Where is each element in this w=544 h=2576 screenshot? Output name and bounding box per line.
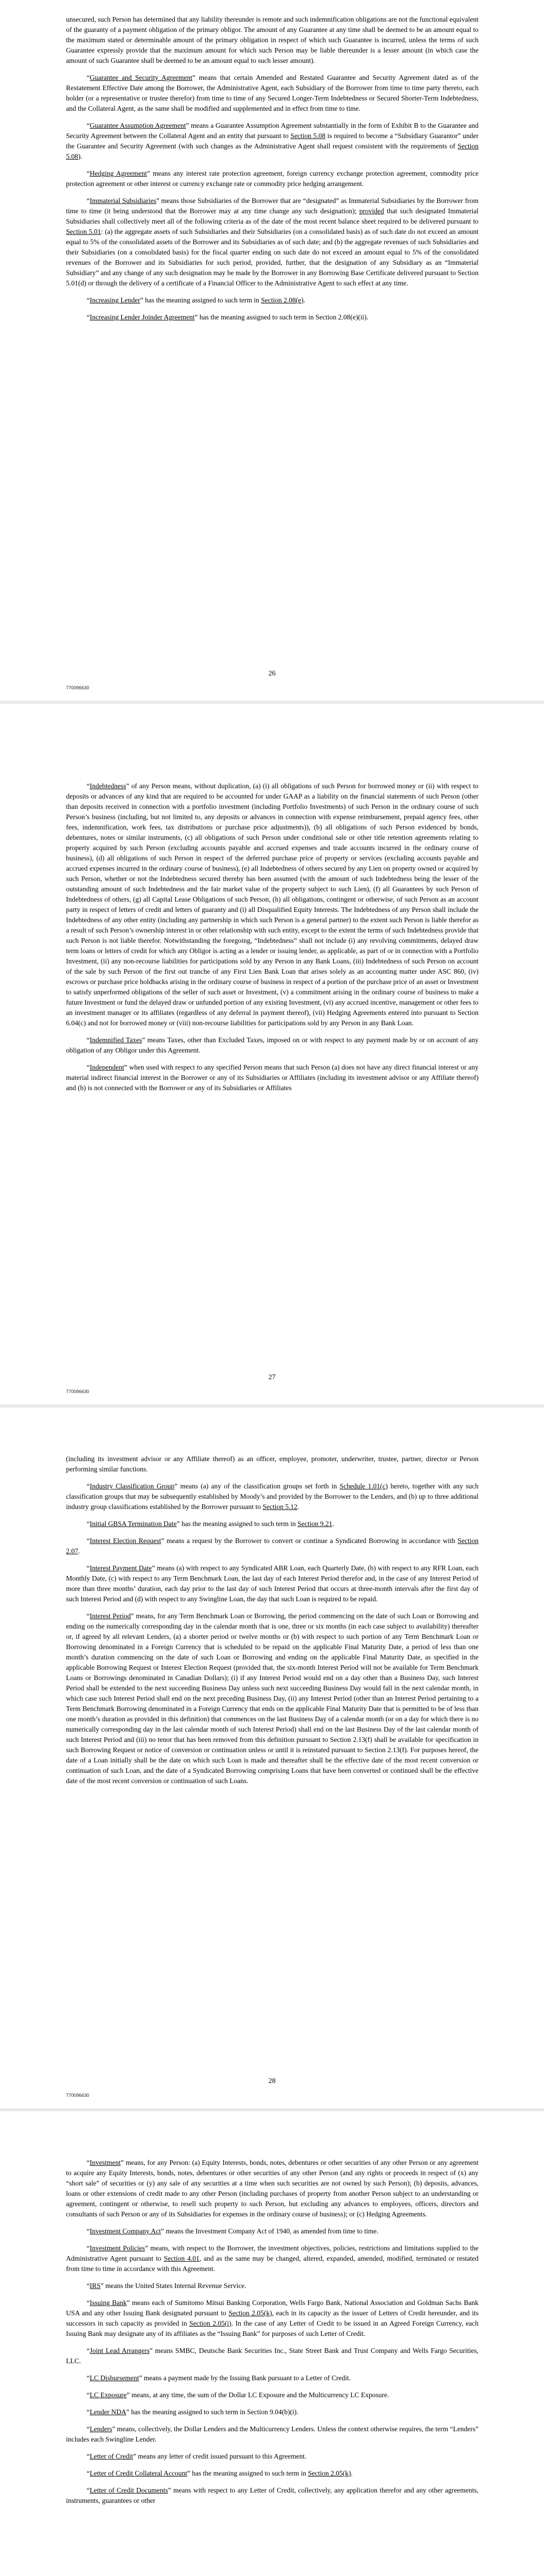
text-run: . In the case of any Letter of Credit to be issued in an Agreed Foreign Currency, each Issuing Bank may designate any of its affiliates as the “Issuing Bank” for purposes of such Letter of Credit. (66, 2319, 479, 2337)
paragraph (66, 2298, 479, 2339)
text-run: : (a) the aggregate assets of such Subsidiaries and their Subsidiaries (on a consolidated basis) as of such date do not exceed an amount equal to 5% of the consolidated assets of the Borrower and its Subsidiaries as of such date; and (b) the aggregate revenues of such Subsidiaries and their Subsidiaries (on a consolidated basis) for the fiscal quarter ending on such date do not exceed an amount equal to 5% of the consolidated revenues of the Borrower and its Subsidiaries for such period, provided, further, that the designation of any Subsidiary as an “Immaterial Subsidiary” and any change of any such designation may be made by the Borrower in any Borrowing Base Certificate delivered pursuant to Section 5.01(d) or through the delivery of a certificate of a Financial Officer to the Administrative Agent to such effect at any time. (66, 228, 479, 287)
defined-term: Investment (90, 2159, 121, 2166)
defined-term: Lenders (90, 2425, 112, 2433)
text-run: ” has the meaning assigned to such term in Section 9.04(b)(i). (126, 2408, 299, 2416)
text-run: ” means a request by the Borrower to convert or continue a Syndicated Borrowing in accordance with (161, 1537, 458, 1545)
text-run: , each in its capacity as the issuer of Letters of Credit hereunder, and its successors in such capacity as provided in (66, 2309, 479, 2327)
text-run: ” means, at any time, the sum of the Dollar LC Exposure and the Multicurrency LC Exposure. (126, 2391, 389, 2399)
defined-term: Section 5.08 (66, 142, 479, 160)
paragraph (66, 2373, 479, 2383)
text-run: ” means, collectively, the Dollar Lenders and the Multicurrency Lenders. Unless the context otherwise requires, the term “Lenders” includes each Swingline Lender. (66, 2425, 479, 2443)
defined-term: Increasing Lender (90, 296, 140, 304)
paragraph (66, 295, 479, 306)
text-run: “ (87, 1036, 90, 1044)
defined-term: Section 9.21 (298, 1520, 333, 1528)
text-run: “ (87, 313, 90, 321)
defined-term: Section 5.01 (66, 228, 101, 235)
page-text (66, 1454, 479, 1793)
text-run: ” means (a) any of the classification groups set forth in (174, 1482, 340, 1490)
page-text (66, 781, 479, 1100)
defined-term: Joint Lead Arrangers (90, 2347, 150, 2354)
defined-term: Letter of Credit Collateral Account (90, 2469, 187, 2477)
text-run: “ (87, 2452, 90, 2460)
text-run: “ (87, 2227, 90, 2235)
text-run: ” has the meaning assigned to such term in (187, 2469, 308, 2477)
text-run: “ (87, 170, 90, 177)
defined-term: Section 4.01 (163, 2255, 200, 2262)
text-run: . (351, 2469, 353, 2477)
defined-term: Immaterial Subsidiaries (90, 197, 156, 205)
defined-term: Section 2.05(i) (189, 2319, 232, 2327)
paragraph (66, 1563, 479, 1604)
text-run: “ (87, 2244, 90, 2252)
text-run: “ (87, 296, 90, 304)
text-run: “ (87, 2391, 90, 2399)
text-run: ” means a payment made by the Issuing Bank pursuant to a Letter of Credit. (139, 2374, 351, 2382)
defined-term: Lender NDA (90, 2408, 126, 2416)
defined-term: Section 2.05(k) (308, 2469, 351, 2477)
text-run: “ (87, 2159, 90, 2166)
document-id: 770096630 (66, 685, 90, 690)
document-id: 770096630 (66, 2093, 90, 2098)
page-number: 27 (268, 1374, 276, 1381)
defined-term: Section 2.07 (66, 1537, 479, 1555)
text-run: ” when used with respect to any specified Person means that such Person (a) does not have any direct financial interest or any material indirect financial interest in the Borrower or any of its Subsidiaries or Affiliates (including its investment advisor or any Affiliate thereof) and (b) is not connected with the Borrower or any of its Subsidiaries or Affiliates (66, 1063, 479, 1092)
text-run: ” has the meaning assigned to such term in Section 2.08(e)(ii). (194, 313, 369, 321)
paragraph (66, 2243, 479, 2274)
defined-term: provided (359, 207, 384, 215)
document-page-29 (0, 2111, 544, 2576)
text-run: “ (87, 2374, 90, 2382)
defined-term: LC Disbursement (90, 2374, 139, 2382)
defined-term: Letter of Credit Documents (90, 2486, 168, 2494)
text-run: “ (87, 122, 90, 129)
defined-term: Investment Company Act (90, 2227, 161, 2235)
defined-term: Investment Policies (90, 2244, 145, 2252)
text-run: hereto, together with any such classification groups that may be subsequently established by Moody’s and provided by the Borrower to the Lenders, and (b) up to three additional industry group classifications established by the Borrower pursuant to (66, 1482, 479, 1511)
page-text (66, 2158, 479, 2513)
document-page-28 (0, 1408, 544, 2108)
defined-term: Industry Classification Group (90, 1482, 175, 1490)
text-run: unsecured, such Person has determined that any liability thereunder is remote and such indemnification obligations are not the functional equivalent of the guaranty of a payment obligation of the primary obligor. The amount of any Guarantee at any time shall be deemed to be an amount equal to the maximum stated or determinable amount of the primary obligation in respect of which such Guarantee is incurred, unless the terms of such Guarantee expressly provide that the maximum amount for which such Person may be liable thereunder is a lesser amount (in which case the amount of such Guarantee shall be deemed to be an amount equal to such lesser amount). (66, 15, 479, 64)
paragraph (66, 196, 479, 289)
paragraph (66, 2468, 479, 2479)
paragraph (66, 1481, 479, 1512)
text-run: “ (87, 1612, 90, 1620)
defined-term: Section 5.12 (262, 1503, 298, 1511)
text-run: ” means any letter of credit issued pursuant to this Agreement. (133, 2452, 307, 2460)
text-run: (including its investment advisor or any Affiliate thereof) as an officer, employee, promoter, underwriter, trustee, partner, director or Person performing similar functions. (66, 1455, 479, 1473)
text-run: ” means that certain Amended and Restated Guarantee and Security Agreement dated as of the Restatement Effective Date among the Borrower, the Administrative Agent, each Subsidiary of the Borrower from time to time party thereto, each holder (or a representative or trustee therefor) from time to time of any Secured Longer-Term Indebtedness or Secured Shorter-Term Indebtedness, and the Collateral Agent, as the same shall be modified and supplemented and in effect from time to time. (66, 74, 479, 112)
paragraph (66, 1536, 479, 1556)
text-run: “ (87, 2408, 90, 2416)
defined-term: Section 2.05(k) (228, 2309, 272, 2317)
text-run: ). (78, 152, 83, 160)
defined-term: Interest Payment Date (90, 1564, 152, 1572)
text-run: ” means those Subsidiaries of the Borrower that are “designated” as Immaterial Subsidiaries by the Borrower from time to time (it being understood that the Borrower may at any time change any such designation); (66, 197, 479, 215)
defined-term: Indemnified Taxes (90, 1036, 142, 1044)
paragraph (66, 2485, 479, 2506)
text-run: is required to become a “Subsidiary Guarantor” under the Guarantee and Security Agreement (with such changes as the Administrative Agent shall request consistent with the requirements of (66, 132, 479, 150)
text-run: ” of any Person means, without duplication, (a) (i) all obligations of such Person for borrowed money or (ii) with respect to deposits or advances of any kind that are required to be accounted for under GAAP as a liability on the financial statements of such Person (other than deposits received in connection with a portfolio investment (including Portfolio Investments) of such Person in the ordinary course of such Person’s business (including, but not limited to, any deposits or advances in connection with expense reimbursement, prepaid agency fees, other fees, indemnification, work fees, tax distributions or purchase price adjustments)), (b) all obligations of such Person evidenced by bonds, debentures, notes or similar instruments, (c) all obligations of such Person under conditional sale or other title retention agreements relating to property acquired by such Person (excluding accounts payable and accrued expenses and trade accounts incurred in the ordinary course of business), (d) all obligations of such Person in respect of the deferred purchase price of property or services (excluding accounts payable and accrued expenses incurred in the ordinary course of business), (e) all Indebtedness of others secured by any Lien on property owned or acquired by such Person, whether or not the Indebtedness secured thereby has been assumed (with the amount of such Indebtedness being the lesser of the outstanding amount of such Indebtedness and the fair market value of the property subject to such Lien), (f) all Guarantees by such Person of Indebtedness of others, (g) all Capital Lease Obligations of such Person, (h) all obligations, contingent or otherwise, of such Person as an account party in respect of letters of credit and letters of guaranty and (i) all Disqualified Equity Interests. The Indebtedness of any Person shall include the Indebtedness of any other entity (including any partnership in which such Person is a general partner) to the extent such Person is liable therefor as a result of such Person’s ownership interest in or other relationship with such entity, except to the extent the terms of such Indebtedness provide that such Person is not liable therefor. Notwithstanding the foregoing, “Indebtedness” shall not include (i) any revolving commitments, delayed draw term loans or letters of credit for which any Obligor is acting as a lender or issuing lender, as applicable, as part of or in connection with a Portfolio Investment, (ii) any non-recourse liabilities for participations sold by any Person in any Bank Loans, (iii) Indebtedness of such Person on account of the sale by such Person of the first out tranche of any First Lien Bank Loan that arises solely as an accounting matter under ASC 860, (iv) escrows or purchase price holdbacks arising in the ordinary course of business in respect of a portion of the purchase price of an asset or Investment to satisfy unperformed obligations of the seller of such asset or Investment, (v) a commitment arising in the ordinary course of business to make a future Investment or fund the delayed draw or unfunded portion of any existing Investment, (vi) any accrued incentive, management or other fees to an investment manager or its affiliates (regardless of any deferral in payment thereof), (vii) Hedging Agreements entered into pursuant to Section 6.04(c) and not for borrowed money or (viii) non-recourse liabilities for participations sold by any Person in any Bank Loan. (66, 782, 479, 1027)
document-id: 770096630 (66, 1389, 90, 1394)
text-run: ” means, for any Person: (a) Equity Interests, bonds, notes, debentures or other securities of any other Person or any agreement to acquire any Equity Interests, bonds, notes, debentures or other securities of any other Person (and any rights or proceeds in respect of (x) any “short sale” of securities or (y) any sale of any securities at a time when such securities are not owned by such Person); (b) deposits, advances, loans or other extensions of credit made to any other Person (including purchases of property from another Person subject to an understanding or agreement, contingent or otherwise, to resell such property to such Person, but excluding any advances to employees, officers, directors and consultants of such Person or any of its Subsidiaries for expenses in the ordinary course of business); or (c) Hedging Agreements. (66, 2159, 479, 2218)
text-run: “ (87, 1564, 90, 1572)
text-run: . (297, 1503, 300, 1511)
text-run: ” means a Guarantee Assumption Agreement substantially in the form of Exhibit B to the Guarantee and Security Agreement between the Collateral Agent and an entity that pursuant to (66, 122, 479, 140)
paragraph (66, 2346, 479, 2366)
paragraph (66, 2226, 479, 2236)
text-run: . (303, 296, 306, 304)
text-run: “ (87, 2347, 90, 2354)
text-run: “ (87, 1482, 90, 1490)
defined-term: Initial GBSA Termination Date (90, 1520, 177, 1528)
paragraph (66, 73, 479, 114)
defined-term: Issuing Bank (90, 2299, 127, 2307)
text-run: ” means Taxes, other than Excluded Taxes, imposed on or with respect to any payment made by or on account of any obligation of any Obligor under this Agreement. (66, 1036, 479, 1054)
text-run: that such designated Immaterial Subsidiaries shall collectively meet all of the following criteria as of the date of the most recent balance sheet required to be delivered pursuant to (66, 207, 479, 225)
paragraph (66, 2281, 479, 2291)
text-run: . (332, 1520, 334, 1528)
defined-term: Interest Period (90, 1612, 131, 1620)
text-run: ” means (a) with respect to any Syndicated ABR Loan, each Quarterly Date, (b) with respect to any RFR Loan, each Monthly Date, (c) with respect to any Term Benchmark Loan, the last day of each Interest Period therefor and, in the case of any Interest Period of more than three months’ duration, each day prior to the last day of such Interest Period that occurs at three-month intervals after the first day of such Interest Period and (d) with respect to any Swingline Loan, the day that such Loan is required to be repaid. (66, 1564, 479, 1603)
defined-term: LC Exposure (90, 2391, 127, 2399)
defined-term: Section 5.08 (290, 132, 326, 140)
paragraph (66, 312, 479, 323)
document-page-27 (0, 704, 544, 1404)
text-run: ” means any interest rate protection agreement, foreign currency exchange protection agreement, commodity price protection agreement or other interest or currency exchange rate or commodity price hedging arrangement. (66, 170, 479, 188)
defined-term: Schedule 1.01(c) (339, 1482, 388, 1490)
text-run: . (78, 1547, 80, 1555)
text-run: “ (87, 2469, 90, 2477)
text-run: “ (87, 1063, 90, 1071)
page-number: 28 (268, 2077, 276, 2085)
paragraph (66, 1611, 479, 1786)
paragraph (66, 1454, 479, 1475)
text-run: ” means, with respect to the Borrower, the investment objectives, policies, restrictions and limitations supplied to the Administrative Agent pursuant to (66, 2244, 479, 2262)
defined-term: Guarantee and Security Agreement (90, 74, 192, 81)
paragraph (66, 1062, 479, 1093)
text-run: ” means each of Sumitomo Mitsui Banking Corporation, Wells Fargo Bank, National Association and Goldman Sachs Bank USA and any other Issuing Bank designated pursuant to (66, 2299, 479, 2317)
document-page-26 (0, 0, 544, 701)
text-run: ” means the United States Internal Revenue Service. (101, 2282, 246, 2290)
paragraph (66, 14, 479, 66)
defined-term: Letter of Credit (90, 2452, 133, 2460)
defined-term: Indebtedness (90, 782, 126, 790)
page-text (66, 14, 479, 329)
text-run: ” has the meaning assigned to such term in (176, 1520, 298, 1528)
paragraph (66, 2158, 479, 2219)
defined-term: IRS (90, 2282, 101, 2290)
defined-term: Guarantee Assumption Agreement (90, 122, 186, 129)
text-run: “ (87, 2299, 90, 2307)
text-run: ” means the Investment Company Act of 1940, as amended from time to time. (160, 2227, 378, 2235)
text-run: ” has the meaning assigned to such term in (140, 296, 261, 304)
text-run: “ (87, 2425, 90, 2433)
paragraph (66, 2451, 479, 2462)
paragraph (66, 1519, 479, 1529)
text-run: ” means, for any Term Benchmark Loan or Borrowing, the period commencing on the date of such Loan or Borrowing and ending on the numerically corresponding day in the calendar month that is one, three or six months (in each case subject to availability) thereafter or, if agreed by all relevant Lenders, (a) a shorter period or twelve months or (b) with respect to such portion of any Term Benchmark Loan or Borrowing denominated in a Foreign Currency that is scheduled to be repaid on the applicable Final Maturity Date, a period of less than one month’s duration commencing on the date of such Loan or Borrowing and ending on the applicable Final Maturity Date, as specified in the applicable Borrowing Request or Interest Election Request (provided that, the six-month Interest Period will not be available for Term Benchmark Loans or Borrowings denominated in Canadian Dollars); (i) if any Interest Period would end on a day other than a Business Day, such Interest Period shall be extended to the next succeeding Business Day unless such next succeeding Business Day would fall in the next calendar month, in which case such Interest Period shall end on the next preceding Business Day, (ii) any Interest Period (other than an Interest Period pertaining to a Term Benchmark Borrowing denominated in a Foreign Currency that ends on the applicable Final Maturity Date that is permitted to be of less than one month’s duration as provided in this definition) that commences on the last Business Day of a calendar month (or on a day for which there is no numerically corresponding day in the last calendar month of such Interest Period) shall end on the last Business Day of the last calendar month of such Interest Period and (iii) no tenor that has been removed from this definition pursuant to Section 2.13(f) shall be available for specification in such Borrowing Request or notice of conversion or continuation unless or until it is reinstated pursuant to Section 2.13(f). For purposes hereof, the date of a Loan initially shall be the date on which such Loan is made and thereafter shall be the effective date of the most recent conversion or continuation of such Loan, and the date of a Syndicated Borrowing comprising Loans that have been converted or continued shall be the effective date of the most recent conversion or continuation of such Loans. (66, 1612, 479, 1785)
text-run: , and as the same may be changed, altered, expanded, amended, modified, terminated or restated from time to time in accordance with this Agreement. (66, 2255, 479, 2273)
text-run: ” means with respect to any Letter of Credit, collectively, any application therefor and any other agreements, instruments, guarantees or other (66, 2486, 479, 2504)
text-run: “ (87, 2282, 90, 2290)
paragraph (66, 781, 479, 1028)
paragraph (66, 121, 479, 162)
text-run: “ (87, 1520, 90, 1528)
defined-term: Section 2.08(e) (261, 296, 304, 304)
text-run: “ (87, 1537, 90, 1545)
paragraph (66, 1035, 479, 1056)
text-run: “ (87, 2486, 90, 2494)
paragraph (66, 2407, 479, 2417)
paragraph (66, 2390, 479, 2400)
page-number: 26 (268, 670, 276, 677)
defined-term: Independent (90, 1063, 124, 1071)
paragraph (66, 2424, 479, 2445)
defined-term: Increasing Lender Joinder Agreement (90, 313, 195, 321)
defined-term: Hedging Agreement (90, 170, 147, 177)
text-run: ” means SMBC, Deutsche Bank Securities Inc., State Street Bank and Trust Company and Wells Fargo Securities, LLC. (66, 2347, 479, 2365)
defined-term: Interest Election Request (90, 1537, 161, 1545)
text-run: “ (87, 782, 90, 790)
paragraph (66, 168, 479, 189)
text-run: “ (87, 197, 90, 205)
text-run: “ (87, 74, 90, 81)
